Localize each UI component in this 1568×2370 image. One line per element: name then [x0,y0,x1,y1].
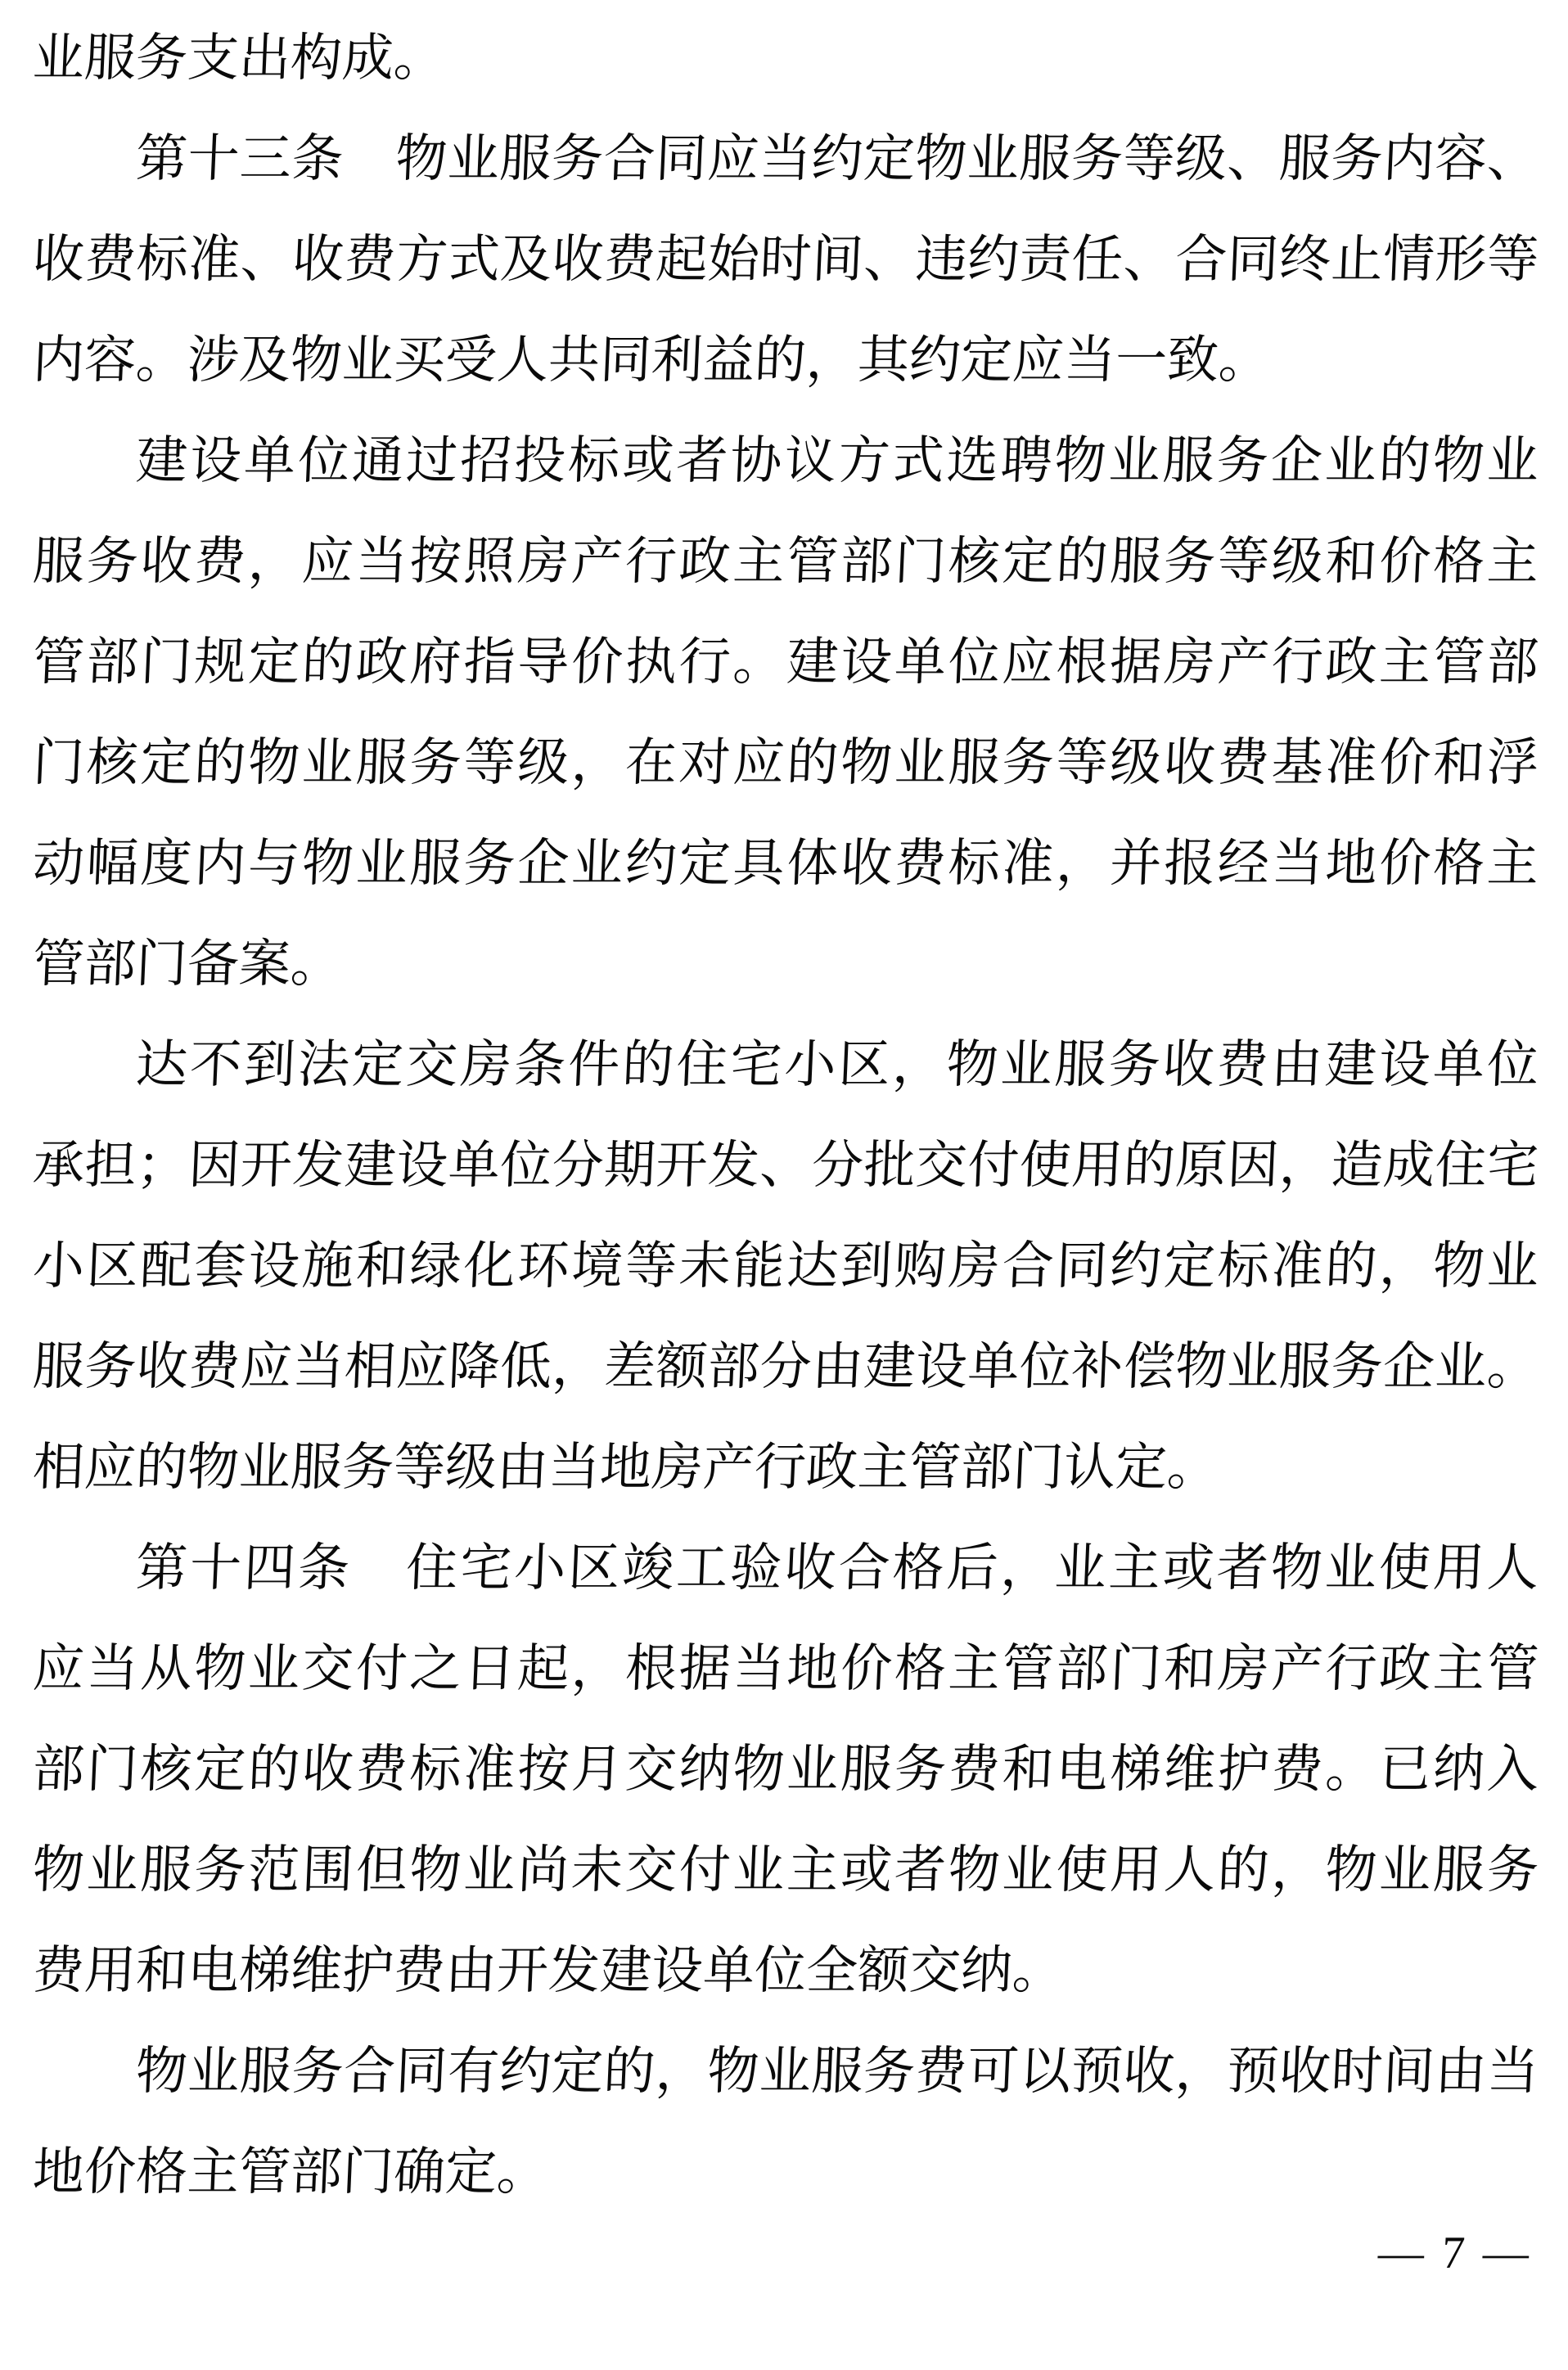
text-line: 物业服务合同有约定的，物业服务费可以预收，预收时间由当 [134,2043,1540,2100]
text-line: 部门核定的收费标准按月交纳物业服务费和电梯维护费。已纳入 [31,1741,1540,1798]
text-line: 地价格主管部门确定。 [31,2143,550,2201]
document-body [33,8,1539,2223]
text-line: 业服务支出构成。 [31,29,447,87]
text-line: 相应的物业服务等级由当地房产行政主管部门认定。 [31,1439,1220,1496]
text-line: 承担；因开发建设单位分期开发、分批交付使用的原因，造成住宅 [31,1137,1540,1194]
text-line: 第十四条 住宅小区竣工验收合格后，业主或者物业使用人 [134,1539,1540,1597]
text-line: 应当从物业交付之日起，根据当地价格主管部门和房产行政主管 [31,1640,1540,1697]
text-line: 内容。涉及物业买受人共同利益的，其约定应当一致。 [31,331,1272,389]
text-line: 费用和电梯维护费由开发建设单位全额交纳。 [31,1942,1066,1999]
text-line: 服务收费，应当按照房产行政主管部门核定的服务等级和价格主 [31,533,1540,590]
text-line: 动幅度内与物业服务企业约定具体收费标准，并报经当地价格主 [31,835,1540,892]
text-line: 达不到法定交房条件的住宅小区，物业服务收费由建设单位 [134,1036,1540,1093]
text-line: 收费标准、收费方式及收费起始时间、违约责任、合同终止情形等 [31,231,1540,288]
text-line: 第十三条 物业服务合同应当约定物业服务等级、服务内容、 [134,130,1540,187]
text-line: 物业服务范围但物业尚未交付业主或者物业使用人的，物业服务 [31,1841,1540,1899]
text-line: 小区配套设施和绿化环境等未能达到购房合同约定标准的，物业 [31,1237,1540,1295]
text-line: 管部门规定的政府指导价执行。建设单位应根据房产行政主管部 [31,633,1540,691]
text-line: 服务收费应当相应降低，差额部分由建设单位补偿物业服务企业。 [31,1338,1540,1395]
text-line: 管部门备案。 [31,935,344,993]
page-number: — 7 — [1377,2228,1534,2278]
page-footer [1377,2224,1533,2282]
text-line: 门核定的物业服务等级，在对应的物业服务等级收费基准价和浮 [31,734,1540,791]
text-line: 建设单位通过招投标或者协议方式选聘物业服务企业的物业 [134,432,1540,489]
